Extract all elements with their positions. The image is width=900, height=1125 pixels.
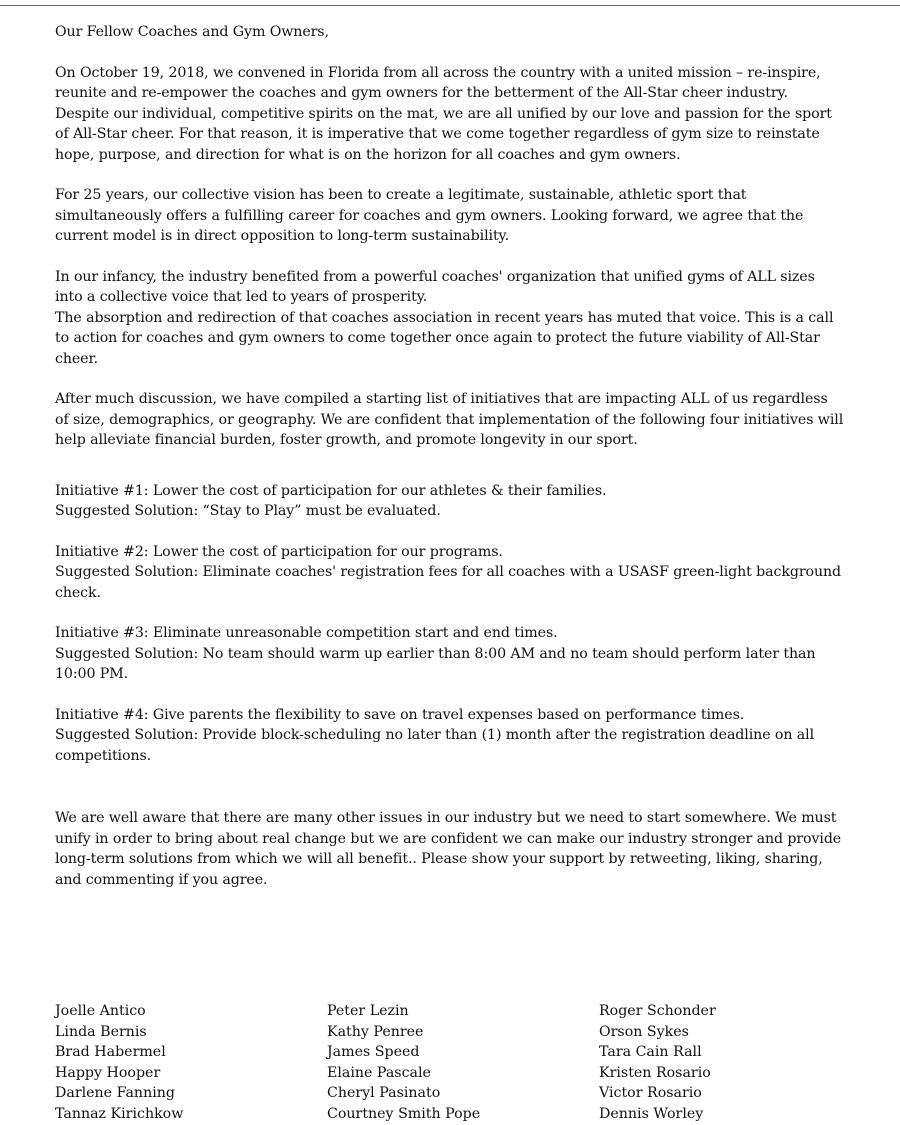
paragraph-infancy: In our infancy, the industry benefited from a powerful coaches' organization that unified gyms of ALL sizes into a collective voice that led to years of prosperity. <box>55 268 815 305</box>
paragraph-mission: On October 19, 2018, we convened in Florida from all across the country with a united mission – re-inspire, reunite and re-empower the coaches and gym owners for the betterment of the All-Star cheer industry. Despite our individual, competitive spirits on the mat, we are all unified by our love and passion for the sport of All-Star cheer. For that reason, it is imperative that we come together regardless of gym size to reinstate hope, purpose, and direction for what is on the horizon for all coaches and gym owners. <box>55 64 832 163</box>
signature-name: James Speed <box>327 1044 420 1060</box>
initiative-1 <box>55 481 845 522</box>
paragraph-vision: For 25 years, our collective vision has been to create a legitimate, sustainable, athletic sport that simultaneously offers a fulfilling career for coaches and gym owners. Looking forward, we agree that the current model is in direct opposition to long-term sustainability. <box>55 187 804 244</box>
signature-column-2 <box>327 1001 599 1124</box>
signature-name: Dennis Worley <box>599 1105 704 1122</box>
initiative-title: Initiative #4: Give parents the flexibility to save on travel expenses based on performance times. <box>55 706 745 723</box>
signature-name: Kristen Rosario <box>599 1064 711 1081</box>
signature-column-1 <box>55 1001 327 1124</box>
signature-name: Kathy Penree <box>327 1023 424 1040</box>
salutation: Our Fellow Coaches and Gym Owners, <box>55 24 329 40</box>
signature-name: Tara Cain Rall <box>599 1044 702 1060</box>
initiative-title: Initiative #2: Lower the cost of participation for our programs. <box>55 543 503 560</box>
signature-name: Orson Sykes <box>599 1023 689 1040</box>
paragraph-closing: We are well aware that there are many other issues in our industry but we need to start somewhere. We must unify in order to bring about real change but we are confident we can make our industry stronger and provide long-term solutions from which we will all benefit.. Please show your support by retweeting, liking, sharing, and commenting if you agree. <box>55 810 842 888</box>
initiative-2 <box>55 542 845 604</box>
initiative-3 <box>55 623 845 685</box>
signature-name: Roger Schonder <box>599 1003 716 1019</box>
top-border-line <box>0 5 900 6</box>
signature-name: Elaine Pascale <box>327 1064 431 1081</box>
paragraph-initiatives-intro: After much discussion, we have compiled a starting list of initiatives that are impacting ALL of us regardless of size, demographics, or geography. We are confident that implementation of the following four initiatives will help alleviate financial burden, foster growth, and promote longevity in our sport. <box>55 391 844 448</box>
signature-name: Victor Rosario <box>599 1085 702 1101</box>
initiative-title: Initiative #3: Eliminate unreasonable competition start and end times. <box>55 625 558 641</box>
signature-name: Courtney Smith Pope <box>327 1105 481 1122</box>
signature-name: Happy Hooper <box>55 1064 161 1081</box>
paragraph-call-to-action: The absorption and redirection of that coaches association in recent years has muted that voice. This is a call to action for coaches and gym owners to come together once again to protect the future viability of All-Star cheer. <box>55 309 834 367</box>
signature-name: Darlene Fanning <box>55 1085 175 1101</box>
initiative-solution: Suggested Solution: No team should warm up earlier than 8:00 AM and no team should perform later than 10:00 PM. <box>55 645 816 682</box>
signature-name: Peter Lezin <box>327 1003 409 1019</box>
signature-name: Brad Habermel <box>55 1044 166 1060</box>
initiative-4 <box>55 705 845 767</box>
signature-block <box>55 1001 845 1124</box>
initiative-solution: Suggested Solution: “Stay to Play” must be evaluated. <box>55 503 441 519</box>
signature-name: Cheryl Pasinato <box>327 1085 441 1101</box>
spacer <box>55 786 845 808</box>
initiative-title: Initiative #1: Lower the cost of participation for our athletes & their families. <box>55 482 607 499</box>
spacer <box>55 451 845 481</box>
signature-name: Tannaz Kirichkow <box>55 1105 184 1122</box>
signature-column-3 <box>599 1001 845 1124</box>
letter-body <box>55 22 845 890</box>
signature-name: Linda Bernis <box>55 1023 147 1040</box>
initiative-solution: Suggested Solution: Provide block-scheduling no later than (1) month after the registration deadline on all competitions. <box>55 727 815 764</box>
signature-name: Joelle Antico <box>55 1003 146 1019</box>
initiative-solution: Suggested Solution: Eliminate coaches' registration fees for all coaches with a USASF green-light background check. <box>55 564 842 601</box>
